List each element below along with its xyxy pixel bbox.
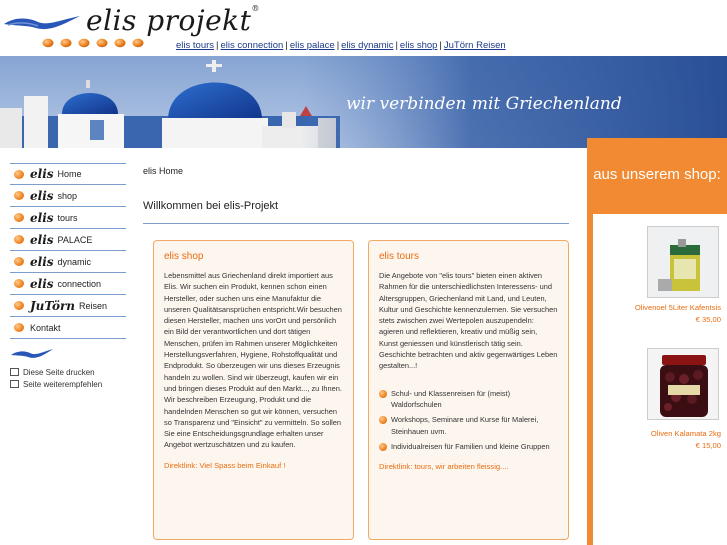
- orange-dot-icon: [14, 191, 24, 200]
- product-price-olives: € 15,00: [695, 441, 721, 450]
- sidebar-item-label: PALACE: [57, 234, 93, 245]
- header: [0, 0, 727, 56]
- sidebar-item-connection[interactable]: [10, 273, 126, 295]
- sidebar-item-palace[interactable]: [10, 229, 126, 251]
- top-navigation: [176, 40, 506, 51]
- product-name-olive-oil[interactable]: Olivenoel 5Liter Kafentsis: [634, 303, 721, 312]
- sidebar-item-brand: elis: [30, 232, 54, 247]
- shop-box-text: Lebensmittel aus Griechenland direkt importiert aus Elis. Wir suchen ein Produkt, kennen schon einen Hersteller, oder suchen uns eine Manufaktur die unseren Qualitätsansprüchen entspricht.Wir besuchen diesen Hersteller, machen uns vorOrt und persönlich ein Bild der verantwortlichen und dort tätigen Menschen, prüfen im Rahmen unserer Möglichkeiten Herstellungsverfahren, Hygiene, Rohstoffqualität und Endprodukt. So überzeugen wir uns dieses Erzeugnis handeln zu wollen. Sind wir überzeugt, kaufen wir ein und bringen dieses Produkt auf den Markt..., zu Ihnen. Wir beschreiben Erzeugung, Produkt und die handelnden Menschen so gut wir können, versuchen so Transparenz und "Einsicht" zu vermitteln. So sollen Sie eine Entscheidungsgrundlage erhalten unser Angebot wertzuschätzen und zu kaufen.: [164, 271, 342, 450]
- topnav-jutoern-reisen[interactable]: JuTörn Reisen: [443, 40, 506, 51]
- topnav-elis-connection[interactable]: elis connection: [220, 40, 284, 51]
- sidebar-item-brand: JuTörn: [30, 298, 76, 313]
- print-page-link[interactable]: [10, 366, 126, 378]
- orange-dot-icon: [14, 235, 24, 244]
- recommend-page-label: Seite weiterempfehlen: [23, 379, 103, 389]
- envelope-icon: [10, 380, 19, 388]
- list-item-text: Workshops, Seminare und Kurse für Malerei, Steinhauen uvm.: [391, 415, 539, 436]
- sidebar-item-label: shop: [57, 190, 78, 201]
- shop-box-heading: elis shop: [164, 251, 204, 262]
- tours-box-text: Die Angebote von "elis tours" bieten einen aktiven Rahmen für die unterschiedlichsten Interessens- und Altersgruppen, Griechenland mit Land, und Leuten, Kultur und Geschichte kennenzulernen. Sie versuchen stets zwischen zwei Wertepolen auszupendeln: agieren und reflektieren, kreativ und müßig sein, Kunst geniessen und künstlerisch tätig sein. Geschichte betrachten und aktiv gegenwärtiges Leben gestalten...!: [379, 271, 558, 371]
- list-item: [379, 414, 558, 437]
- product-price-olive-oil: € 35,00: [695, 315, 721, 324]
- printer-icon: [10, 368, 19, 376]
- sidebar-item-label: tours: [57, 212, 78, 223]
- orange-dot-icon: [379, 416, 387, 424]
- sidebar-item-tours[interactable]: [10, 207, 126, 229]
- nav-separator: |: [216, 40, 219, 51]
- olive-oil-can-icon: [648, 227, 719, 298]
- list-item-text: Individualreisen für Familien und kleine Gruppen: [391, 441, 550, 451]
- orange-dot-icon: [14, 170, 24, 179]
- page-title: Willkommen bei elis-Projekt: [143, 200, 279, 212]
- topnav-elis-palace[interactable]: elis palace: [289, 40, 335, 51]
- shop-products-panel: [593, 214, 727, 545]
- title-divider: [143, 223, 569, 224]
- orange-dot-icon: [14, 213, 24, 222]
- print-page-label: Diese Seite drucken: [23, 367, 95, 377]
- breadcrumb: elis Home: [143, 166, 184, 176]
- sidebar-item-dynamic[interactable]: [10, 251, 126, 273]
- olives-jar-image[interactable]: [647, 348, 719, 420]
- sidebar-item-brand: elis: [30, 210, 54, 225]
- sidebar-item-shop[interactable]: [10, 185, 126, 207]
- topnav-elis-shop[interactable]: elis shop: [399, 40, 438, 51]
- sidebar-item-home[interactable]: [10, 163, 126, 185]
- orange-dot-icon: [379, 390, 387, 398]
- sidebar-item-brand: elis: [30, 188, 54, 203]
- tours-info-box: [368, 240, 569, 540]
- shop-divider: ------------------: [619, 460, 682, 470]
- tours-box-heading: elis tours: [379, 251, 420, 262]
- logo-wordmark: elis projekt: [86, 4, 252, 37]
- sidebar-item-brand: elis: [30, 167, 54, 181]
- nav-separator: |: [285, 40, 288, 51]
- orange-dot-icon: [14, 279, 24, 288]
- banner-tagline: wir verbinden mit Griechenland: [346, 94, 622, 114]
- list-item: [379, 388, 558, 411]
- sidebar-item-label: Kontakt: [30, 322, 61, 333]
- nav-separator: |: [395, 40, 398, 51]
- sidebar-navigation: [10, 163, 126, 390]
- sidebar-item-kontakt[interactable]: [10, 317, 126, 339]
- swoosh-logo-icon: [2, 12, 82, 34]
- topnav-elis-tours[interactable]: elis tours: [176, 40, 215, 51]
- header-banner: [0, 56, 727, 148]
- shop-info-box: [153, 240, 354, 540]
- orange-dot-icon: [379, 443, 387, 451]
- orange-dot-icon: [14, 257, 24, 266]
- sidebar-item-label: connection: [57, 278, 102, 289]
- tours-bullet-list: [379, 388, 558, 452]
- sidebar-item-label: Home: [57, 169, 82, 179]
- orange-dots-icon: [42, 38, 150, 48]
- sidebar-item-jutoern-reisen[interactable]: [10, 295, 126, 317]
- sidebar-item-label: Reisen: [79, 300, 108, 311]
- orange-dot-icon: [14, 323, 24, 332]
- list-item-text: Schul- und Klassenreisen für (meist) Waldorfschulen: [391, 388, 511, 409]
- recommend-page-link[interactable]: [10, 378, 126, 390]
- hint-text: zur Nutzung und zur Idee dieser Seiten. Diese Seiten sind im: [596, 503, 718, 540]
- topnav-elis-dynamic[interactable]: elis dynamic: [341, 40, 394, 51]
- hint-title: Hinweis: [636, 481, 678, 493]
- sidebar-item-label: dynamic: [57, 256, 92, 267]
- logo-text[interactable]: [86, 4, 260, 37]
- olives-jar-icon: [648, 349, 719, 420]
- olive-oil-can-image[interactable]: [647, 226, 719, 298]
- nav-separator: |: [336, 40, 340, 51]
- swoosh-small-icon: [10, 347, 54, 361]
- nav-separator: |: [439, 40, 442, 51]
- registered-mark: ®: [251, 4, 260, 13]
- shop-direct-link[interactable]: Direktlink: Viel Spass beim Einkauf !: [164, 460, 286, 470]
- product-name-olives[interactable]: Oliven Kalamata 2kg: [650, 429, 721, 438]
- list-item: [379, 441, 558, 452]
- tours-direct-link[interactable]: Direktlink: tours, wir arbeiten fleissig....: [379, 462, 509, 472]
- sidebar-item-brand: elis: [30, 276, 54, 291]
- orange-dot-icon: [14, 301, 24, 310]
- shop-heading: aus unserem shop:: [593, 166, 721, 183]
- sidebar-item-brand: elis: [30, 254, 54, 269]
